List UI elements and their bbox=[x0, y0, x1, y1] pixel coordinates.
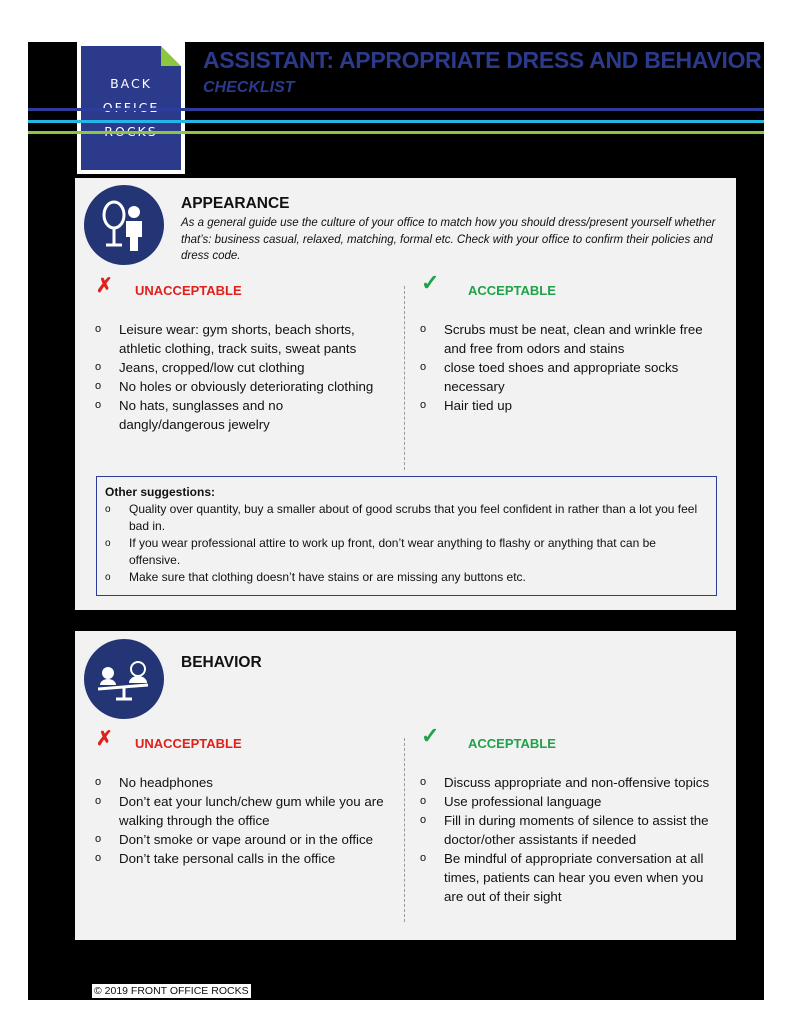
behavior-unacceptable-label: UNACCEPTABLE bbox=[135, 736, 242, 751]
page-title: ASSISTANT: APPROPRIATE DRESS AND BEHAVIOR bbox=[203, 47, 762, 73]
appearance-unacceptable-label: UNACCEPTABLE bbox=[135, 283, 242, 298]
list-item: o Leisure wear: gym shorts, beach shorts, athletic clothing, track suits, sweat pants bbox=[95, 320, 385, 358]
header-stripe-green bbox=[28, 131, 764, 134]
behavior-title: BEHAVIOR bbox=[181, 654, 262, 671]
list-item: o Use professional language bbox=[420, 792, 720, 811]
check-icon: ✓ bbox=[421, 270, 440, 295]
person-mirror-icon bbox=[84, 185, 164, 265]
list-item: o No headphones bbox=[95, 773, 390, 792]
list-item: o Scrubs must be neat, clean and wrinkle free and free from odors and stains bbox=[420, 320, 720, 358]
appearance-acceptable-label: ACCEPTABLE bbox=[468, 283, 556, 298]
list-item: o No holes or obviously deteriorating clothing bbox=[95, 377, 385, 396]
behavior-acceptable-list bbox=[420, 773, 720, 906]
appearance-column-divider bbox=[404, 286, 405, 470]
logo-line-1: BACK bbox=[110, 76, 152, 91]
other-suggestions-title: Other suggestions: bbox=[105, 485, 216, 499]
appearance-title: APPEARANCE bbox=[181, 195, 290, 212]
header-stripe-cyan bbox=[28, 120, 764, 123]
scales-people-icon bbox=[84, 639, 164, 719]
list-item: o Don’t smoke or vape around or in the office bbox=[95, 830, 390, 849]
behavior-column-divider bbox=[404, 738, 405, 922]
check-icon: ✓ bbox=[421, 723, 440, 748]
appearance-unacceptable-list bbox=[95, 320, 385, 434]
other-suggestions-list bbox=[105, 501, 709, 586]
list-item: o close toed shoes and appropriate socks necessary bbox=[420, 358, 720, 396]
other-suggestions-box bbox=[96, 476, 717, 596]
list-item: o Hair tied up bbox=[420, 396, 720, 415]
list-item: o Don’t take personal calls in the office bbox=[95, 849, 390, 868]
appearance-description: As a general guide use the culture of your office to match how you should dress/present yourself whether that’s: business casual, relaxed, matching, formal etc. Check with your office to confirm their policies and dress code. bbox=[181, 217, 716, 262]
list-item: o Be mindful of appropriate conversation at all times, patients can hear you even when you are out of their sight bbox=[420, 849, 720, 906]
logo-fold-cut bbox=[161, 46, 181, 66]
list-item: o Don’t eat your lunch/chew gum while you are walking through the office bbox=[95, 792, 390, 830]
copyright-footer: © 2019 FRONT OFFICE ROCKS bbox=[94, 985, 249, 997]
header-stripe-blue bbox=[28, 108, 764, 111]
list-item: o No hats, sunglasses and no dangly/dangerous jewelry bbox=[95, 396, 385, 434]
behavior-acceptable-label: ACCEPTABLE bbox=[468, 736, 556, 751]
behavior-unacceptable-list bbox=[95, 773, 390, 868]
appearance-acceptable-list bbox=[420, 320, 720, 415]
cross-icon: ✗ bbox=[96, 275, 113, 297]
list-item: o Quality over quantity, buy a smaller about of good scrubs that you feel confident in rather than a lot you feel bad in. bbox=[105, 501, 709, 535]
list-item: o Fill in during moments of silence to assist the doctor/other assistants if needed bbox=[420, 811, 720, 849]
list-item: o Discuss appropriate and non-offensive topics bbox=[420, 773, 720, 792]
list-item: o Jeans, cropped/low cut clothing bbox=[95, 358, 385, 377]
cross-icon: ✗ bbox=[96, 728, 113, 750]
page-subtitle: CHECKLIST bbox=[203, 79, 295, 96]
list-item: o Make sure that clothing doesn’t have stains or are missing any buttons etc. bbox=[105, 569, 709, 586]
list-item: o If you wear professional attire to work up front, don’t wear anything to flashy or anything that can be offensive. bbox=[105, 535, 709, 569]
